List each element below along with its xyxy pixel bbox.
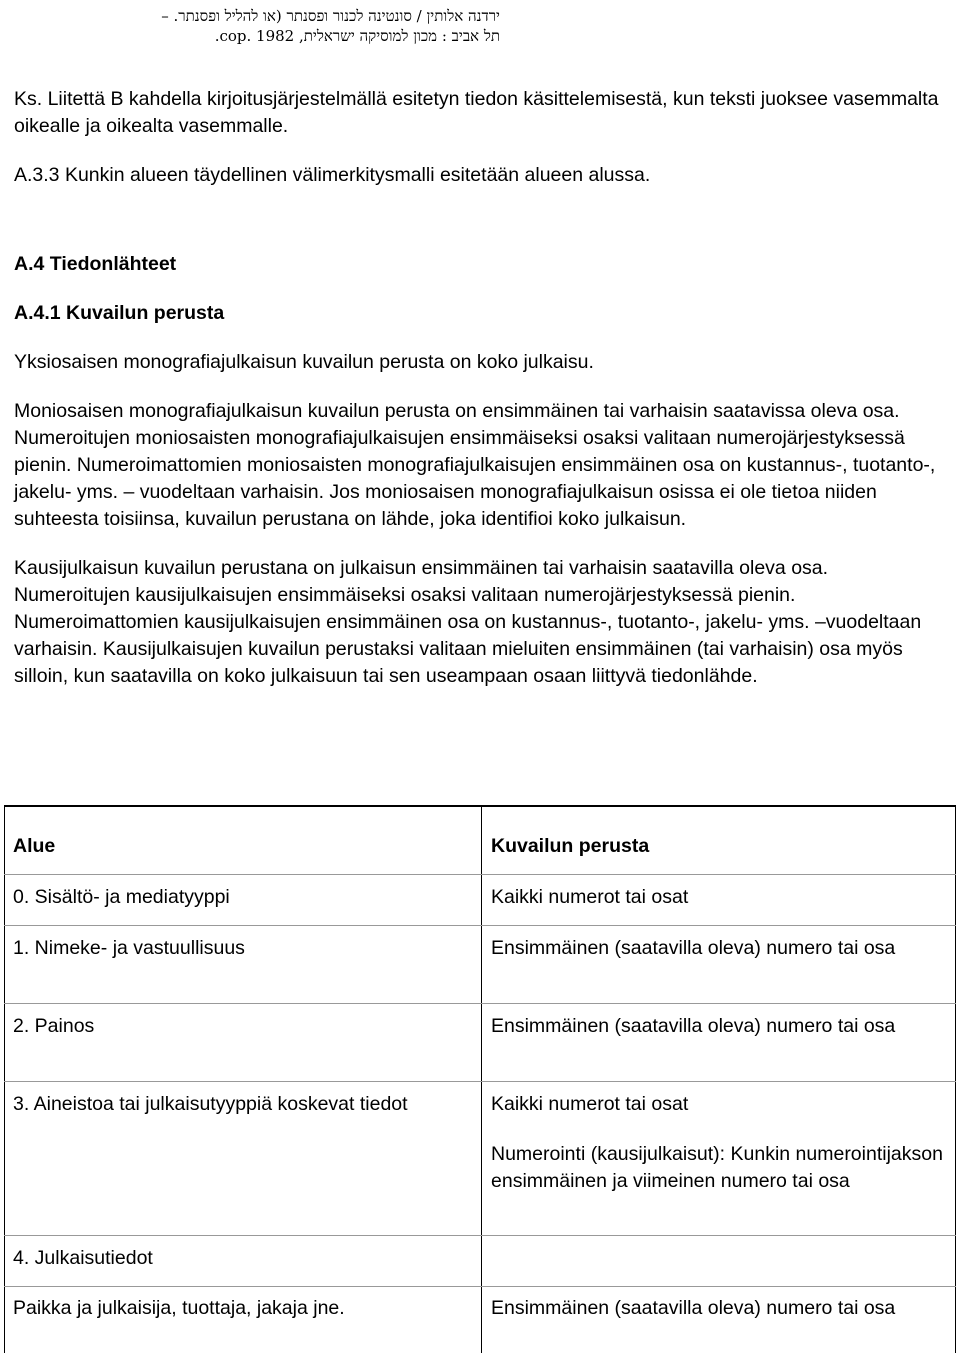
table-row-separator [4, 874, 956, 875]
table-cell-basis [491, 1091, 946, 1195]
paragraph-a33: A.3.3 Kunkin alueen täydellinen välimerkitysmalli esitetään alueen alussa. [14, 164, 651, 186]
hebrew-example-header [160, 6, 500, 46]
table-cell-area: 3. Aineistoa tai julkaisutyyppiä koskevat tiedot [13, 1093, 408, 1115]
table-row-separator [4, 1081, 956, 1082]
table-row-separator [4, 925, 956, 926]
table-row-separator [4, 1235, 956, 1236]
table-cell-basis: Ensimmäinen (saatavilla oleva) numero tai osa [491, 1297, 896, 1319]
table-header-area: Alue [13, 835, 56, 857]
paragraph-ks: Ks. Liitettä B kahdella kirjoitusjärjestelmällä esitetyn tiedon käsittelemisestä, kun teksti juoksee vasemmalta oikealle ja oikealta vasemmalle. [14, 88, 939, 137]
hebrew-example-line-1: ירדנה אלותין / סונטינה לכנור ופסנתר (או להליל ופסנתר. – [161, 7, 500, 25]
description-basis-table [4, 805, 956, 1353]
section-heading-a41: A.4.1 Kuvailun perusta [14, 302, 225, 324]
table-cell-area: Paikka ja julkaisija, tuottaja, jakaja jne. [13, 1297, 345, 1319]
paragraph-yksiosainen: Yksiosaisen monografiajulkaisun kuvailun perusta on koko julkaisu. [14, 351, 594, 373]
section-heading-a4: A.4 Tiedonlähteet [14, 253, 177, 275]
table-cell-area: 0. Sisältö- ja mediatyyppi [13, 886, 230, 908]
paragraph-kausijulkaisu: Kausijulkaisun kuvailun perustana on julkaisun ensimmäinen tai varhaisin saatavilla oleva osa. Numeroitujen kausijulkaisujen ensimmäiseksi osaksi valitaan numerojärjestyksessä pienin. Numeroimattomien kausijulkaisujen ensimmäinen osa on kustannus-, tuotanto-, jakelu- yms. –vuodeltaan varhaisin. Kausijulkaisujen kuvailun perustaksi valitaan mieluiten ensimmäinen (tai varhaisin) osa myös silloin, kun saatavilla on koko julkaisuun tai sen useampaan osaan liittyvä tiedonlähde. [14, 557, 922, 687]
hebrew-example-line-2: תל אביב : מכון למוסיקה ישראלית, cop. 1982. [214, 27, 500, 45]
table-cell-basis: Kaikki numerot tai osat [491, 886, 689, 908]
table-cell-basis-line: Kaikki numerot tai osat [491, 1093, 689, 1115]
table-cell-area: 1. Nimeke- ja vastuullisuus [13, 937, 245, 959]
table-cell-basis-numbering: Numerointi (kausijulkaisut): Kunkin numerointijakson ensimmäinen ja viimeinen numero tai osa [491, 1143, 943, 1192]
table-cell-basis: Ensimmäinen (saatavilla oleva) numero tai osa [491, 937, 896, 959]
document-body [14, 86, 944, 690]
table-header-basis: Kuvailun perusta [491, 835, 650, 857]
paragraph-moniosainen: Moniosaisen monografiajulkaisun kuvailun perusta on ensimmäinen tai varhaisin saatavissa oleva osa. Numeroitujen moniosaisten monografiajulkaisujen ensimmäiseksi osaksi valitaan numerojärjestyksessä pienin. Numeroimattomien moniosaisten monografiajulkaisujen ensimmäinen osa on kustannus-, tuotanto-, jakelu- yms. – vuodeltaan varhaisin. Jos moniosaisen monografiajulkaisun osissa ei ole tietoa niiden suhteesta toisiinsa, kuvailun perustana on lähde, joka identifioi koko julkaisun. [14, 400, 936, 530]
table-cell-basis: Ensimmäinen (saatavilla oleva) numero tai osa [491, 1015, 896, 1037]
table-row-separator [4, 1003, 956, 1004]
table-left-border [4, 807, 5, 1353]
table-right-border [955, 807, 956, 1353]
table-cell-area: 2. Painos [13, 1015, 95, 1037]
table-cell-area: 4. Julkaisutiedot [13, 1247, 153, 1269]
table-row-separator [4, 1286, 956, 1287]
table-column-divider [481, 807, 482, 1353]
